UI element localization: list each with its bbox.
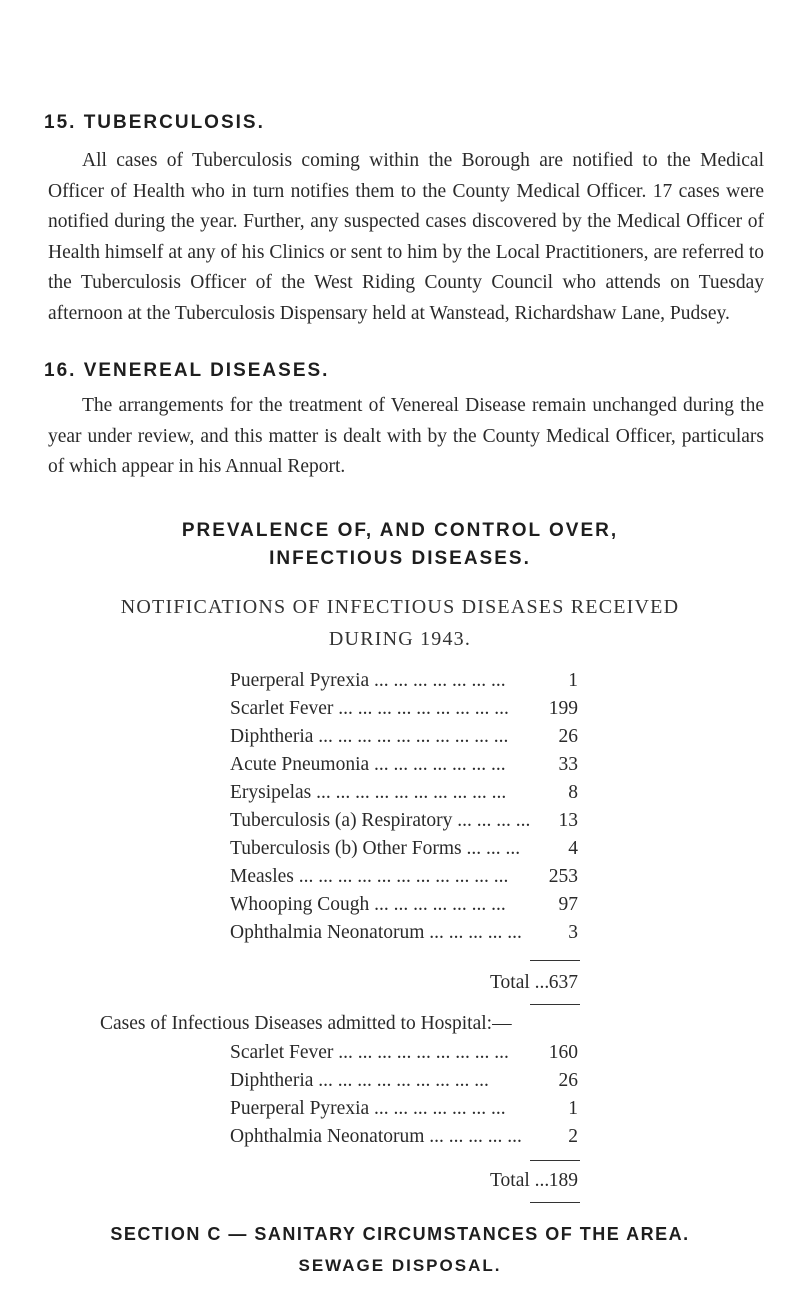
section-16-heading: 16. VENEREAL DISEASES.	[44, 360, 330, 381]
notification-label: Ophthalmia Neonatorum ... ... ... ... ...	[230, 922, 522, 943]
hospital-label: Puerperal Pyrexia ... ... ... ... ... ... ...	[230, 1098, 506, 1119]
hospital-value: 160	[548, 1042, 578, 1063]
notification-row	[230, 838, 578, 866]
sewage-disposal-heading: SEWAGE DISPOSAL.	[298, 1256, 502, 1275]
section-15-paragraph: All cases of Tuberculosis coming within the Borough are notified to the Medical Officer of Health who in turn notifies them to the County Medical Officer. 17 cases were notified during the year. Further, any suspected cases discovered by the Medical Officer of Health himself at any of his Clinics or sent to him by the Local Practitioners, are referred to the Tuberculosis Officer of the West Riding County Council who attends on Tuesday afternoon at the Tuberculosis Dispensary held at Wanstead, Richardshaw Lane, Pudsey.	[48, 150, 764, 324]
notification-row	[230, 782, 578, 810]
hospital-intro: Cases of Infectious Diseases admitted to Hospital:—	[100, 1013, 512, 1034]
section-16-paragraph: The arrangements for the treatment of Venereal Disease remain unchanged during the year under review, and this matter is dealt with by the County Medical Officer, particulars of which appear in his Annual Report.	[48, 395, 764, 477]
notification-row	[230, 922, 578, 950]
notification-value: 199	[548, 698, 578, 719]
notification-row	[230, 698, 578, 726]
hospital-value: 2	[568, 1126, 578, 1147]
notification-label: Puerperal Pyrexia ... ... ... ... ... ... ...	[230, 670, 506, 691]
notification-value: 3	[568, 922, 578, 943]
hospital-value: 1	[568, 1098, 578, 1119]
hospital-row	[230, 1098, 578, 1126]
prevalence-heading-line2: INFECTIOUS DISEASES.	[269, 548, 531, 569]
notification-value: 26	[558, 726, 578, 747]
hospital-total-rule-bottom	[530, 1202, 580, 1203]
notifications-title-line1: NOTIFICATIONS OF INFECTIOUS DISEASES RECEIVED	[120, 596, 680, 618]
notification-value: 4	[568, 838, 578, 859]
notification-value: 253	[548, 866, 578, 887]
notification-value: 1	[568, 670, 578, 691]
hospital-total-value: 189	[548, 1170, 578, 1191]
notification-value: 33	[558, 754, 578, 775]
hospital-row	[230, 1042, 578, 1070]
notification-label: Measles ... ... ... ... ... ... ... ... ... ... ...	[230, 866, 509, 887]
hospital-total-label: Total ...	[490, 1170, 550, 1191]
hospital-row	[230, 1126, 578, 1154]
notification-row	[230, 754, 578, 782]
notification-label: Tuberculosis (a) Respiratory ... ... ... ...	[230, 810, 531, 831]
notification-row	[230, 810, 578, 838]
notifications-title-line2: DURING 1943.	[328, 628, 472, 650]
notification-label: Diphtheria ... ... ... ... ... ... ... ... ... ...	[230, 726, 509, 747]
notification-value: 13	[558, 810, 578, 831]
notification-row	[230, 866, 578, 894]
notification-row	[230, 670, 578, 698]
hospital-value: 26	[558, 1070, 578, 1091]
section-15-heading: 15. TUBERCULOSIS.	[44, 112, 265, 133]
section-c-heading: SECTION C — SANITARY CIRCUMSTANCES OF THE AREA.	[110, 1224, 690, 1244]
prevalence-heading-line1: PREVALENCE OF, AND CONTROL OVER,	[181, 520, 619, 541]
hospital-row	[230, 1070, 578, 1098]
hospital-label: Scarlet Fever ... ... ... ... ... ... ... ... ...	[230, 1042, 509, 1063]
notifications-total-rule-top	[530, 960, 580, 961]
notifications-total-value: 637	[548, 972, 578, 993]
notification-value: 8	[568, 782, 578, 803]
notifications-total-label: Total ...	[490, 972, 550, 993]
notification-row	[230, 726, 578, 754]
notification-label: Whooping Cough ... ... ... ... ... ... ...	[230, 894, 506, 915]
notification-label: Tuberculosis (b) Other Forms ... ... ...	[230, 838, 521, 859]
notification-label: Acute Pneumonia ... ... ... ... ... ... ...	[230, 754, 506, 775]
notification-label: Scarlet Fever ... ... ... ... ... ... ... ... ...	[230, 698, 509, 719]
hospital-label: Diphtheria ... ... ... ... ... ... ... ... ...	[230, 1070, 489, 1091]
notifications-total-rule-bottom	[530, 1004, 580, 1005]
hospital-label: Ophthalmia Neonatorum ... ... ... ... ...	[230, 1126, 522, 1147]
notification-label: Erysipelas ... ... ... ... ... ... ... ... ... ...	[230, 782, 507, 803]
notification-value: 97	[558, 894, 578, 915]
notification-row	[230, 894, 578, 922]
hospital-total-rule-top	[530, 1160, 580, 1161]
